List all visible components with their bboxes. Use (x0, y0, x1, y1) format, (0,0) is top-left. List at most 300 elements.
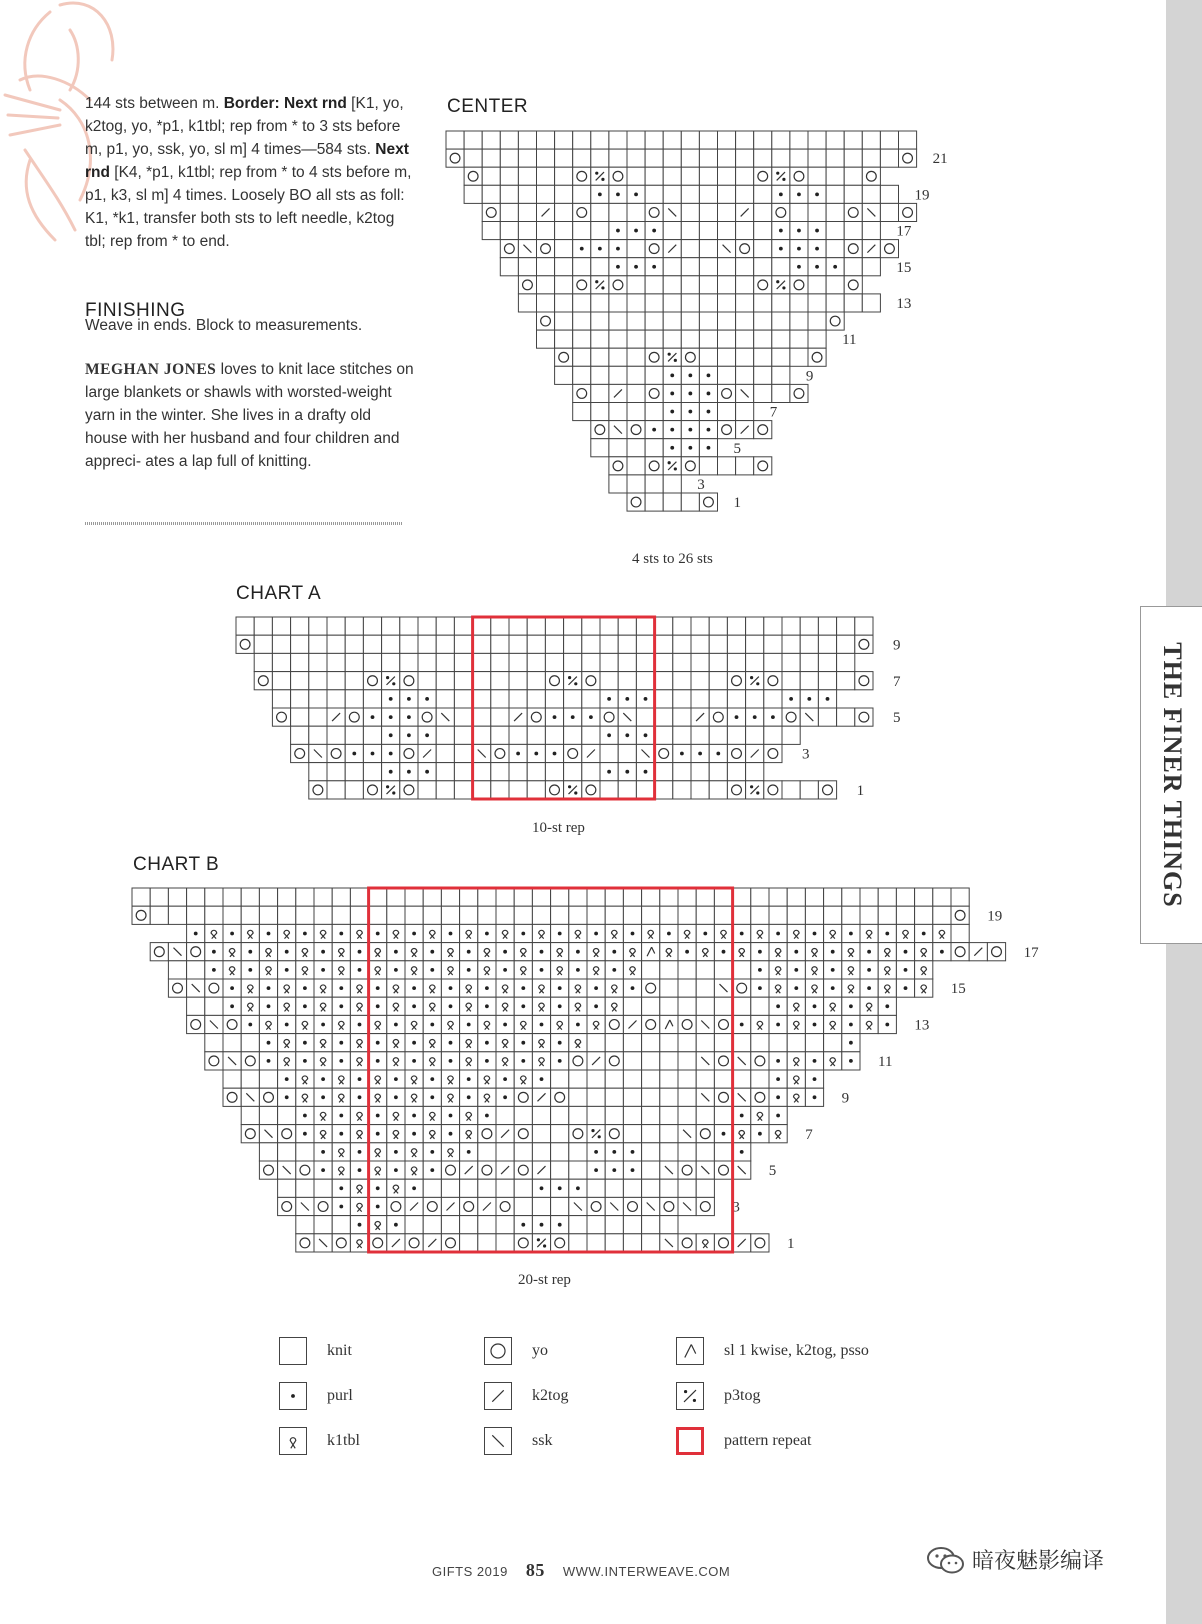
chart-row (500, 240, 898, 258)
purl-symbol (722, 950, 726, 954)
knit-cell (618, 635, 636, 653)
knit-cell (772, 258, 790, 276)
knit-cell (714, 1034, 732, 1052)
knit-cell (473, 617, 491, 635)
knit-cell (772, 312, 790, 330)
knit-cell (605, 924, 623, 942)
knit-cell (772, 203, 790, 221)
knit-cell (278, 979, 296, 997)
purl-symbol (589, 715, 593, 719)
row-number: 7 (769, 404, 778, 421)
knit-cell (309, 763, 327, 781)
knit-cell (423, 888, 441, 906)
knit-cell (168, 888, 186, 906)
purl-symbol (670, 428, 674, 432)
knit-cell (482, 222, 500, 240)
purl-symbol (813, 1004, 817, 1008)
knit-cell (345, 763, 363, 781)
chart-row (272, 690, 836, 708)
knit-cell (496, 924, 514, 942)
knit-cell (790, 330, 808, 348)
knit-cell (681, 185, 699, 203)
knit-cell (500, 131, 518, 149)
knit-cell (862, 222, 880, 240)
knit-cell (478, 1125, 496, 1143)
knit-cell (405, 943, 423, 961)
knit-cell (627, 348, 645, 366)
knit-cell (223, 906, 241, 924)
watermark-text: 暗夜魅影编译 (972, 1549, 1105, 1574)
knit-cell (623, 1179, 641, 1197)
purl-symbol (758, 1132, 762, 1136)
knit-cell (642, 1125, 660, 1143)
purl-symbol (376, 1205, 380, 1209)
knit-cell (718, 222, 736, 240)
knit-cell (423, 1197, 441, 1215)
knit-cell (587, 961, 605, 979)
knit-cell (478, 1070, 496, 1088)
chart-row (555, 348, 827, 366)
knit-cell (405, 1234, 423, 1252)
knit-cell (655, 763, 673, 781)
knit-cell (241, 906, 259, 924)
knit-cell (645, 203, 663, 221)
knit-cell (236, 635, 254, 653)
knit-cell (582, 690, 600, 708)
chart-row (132, 906, 969, 924)
knit-cell (423, 1125, 441, 1143)
purl-symbol (558, 1223, 562, 1227)
knit-cell (527, 726, 545, 744)
knit-cell (387, 1125, 405, 1143)
knit-cell (345, 781, 363, 799)
knit-cell (296, 1234, 314, 1252)
purl-symbol (412, 1186, 416, 1190)
knit-cell (473, 708, 491, 726)
knit-cell (555, 203, 573, 221)
purl-symbol (303, 1114, 307, 1118)
purl-symbol (540, 1077, 544, 1081)
legend-label: sl 1 kwise, k2tog, psso (724, 1342, 869, 1359)
knit-cell (555, 348, 573, 366)
row-number: 7 (805, 1126, 813, 1143)
knit-cell (623, 1197, 641, 1215)
knit-cell (691, 763, 709, 781)
knit-cell (327, 744, 345, 762)
chart-row (241, 1125, 787, 1143)
knit-cell (808, 149, 826, 167)
knit-cell (223, 1070, 241, 1088)
purl-symbol (612, 968, 616, 972)
knit-cell (418, 635, 436, 653)
knit-cell (609, 167, 627, 185)
knit-cell (718, 149, 736, 167)
knit-cell (699, 294, 717, 312)
bio-text: loves to knit lace stitches on large blankets or shawls with worsted-weight yarn in the winter. She lives in a drafty old house with her husband and four children and appreci- ates a lap full of knitting. (85, 361, 414, 470)
knit-cell (746, 763, 764, 781)
knit-cell (514, 1143, 532, 1161)
knit-cell (296, 1070, 314, 1088)
knit-cell (696, 943, 714, 961)
knit-cell (423, 924, 441, 942)
knit-cell (569, 997, 587, 1015)
knit-cell (509, 763, 527, 781)
knit-cell (460, 1125, 478, 1143)
knit-cell (551, 1106, 569, 1124)
purl-symbol (758, 968, 762, 972)
knit-cell (350, 1034, 368, 1052)
purl-symbol (467, 1095, 471, 1099)
knit-cell (681, 312, 699, 330)
knit-cell (150, 906, 168, 924)
knit-cell (491, 635, 509, 653)
knit-cell (537, 330, 555, 348)
knit-cell (441, 906, 459, 924)
knit-cell (496, 1106, 514, 1124)
knit-cell (642, 943, 660, 961)
knit-cell (790, 312, 808, 330)
purl-symbol (430, 1095, 434, 1099)
knit-cell (509, 672, 527, 690)
knit-cell (787, 1052, 805, 1070)
knit-cell (727, 635, 745, 653)
purl-symbol (831, 986, 835, 990)
knit-cell (564, 635, 582, 653)
knit-cell (696, 1125, 714, 1143)
knit-cell (951, 906, 969, 924)
purl-symbol (358, 1150, 362, 1154)
purl-symbol (885, 932, 889, 936)
knit-cell (673, 635, 691, 653)
knit-cell (491, 617, 509, 635)
knit-cell (582, 635, 600, 653)
legend-label: purl (327, 1387, 353, 1404)
knit-cell (818, 617, 836, 635)
knit-cell (551, 1070, 569, 1088)
knit-cell (663, 294, 681, 312)
knit-cell (545, 653, 563, 671)
knit-cell (699, 131, 717, 149)
knit-cell (527, 763, 545, 781)
knit-cell (514, 1197, 532, 1215)
knit-cell (623, 943, 641, 961)
knit-cell (369, 1070, 387, 1088)
purl-symbol (394, 1077, 398, 1081)
knit-cell (842, 888, 860, 906)
knit-cell (441, 888, 459, 906)
knit-cell (236, 617, 254, 635)
knit-cell (327, 781, 345, 799)
knit-cell (678, 1234, 696, 1252)
knit-cell (818, 781, 836, 799)
knit-cell (363, 653, 381, 671)
knit-cell (369, 961, 387, 979)
knit-cell (555, 330, 573, 348)
knit-cell (880, 149, 898, 167)
knit-cell (382, 617, 400, 635)
knit-cell (569, 1106, 587, 1124)
knit-cell (751, 997, 769, 1015)
knit-cell (573, 312, 591, 330)
knit-cell (714, 924, 732, 942)
knit-cell (332, 1161, 350, 1179)
knit-cell (582, 672, 600, 690)
purl-symbol (412, 1059, 416, 1063)
row-number: 11 (878, 1053, 893, 1070)
knit-cell (291, 744, 309, 762)
knit-cell (754, 203, 772, 221)
knit-cell (645, 240, 663, 258)
purl-symbol (503, 1095, 507, 1099)
knit-cell (764, 690, 782, 708)
knit-cell (291, 617, 309, 635)
knit-cell (464, 185, 482, 203)
knit-cell (805, 906, 823, 924)
knit-cell (754, 294, 772, 312)
section-tab-label: THE FINER THINGS (1157, 642, 1187, 908)
knit-cell (187, 943, 205, 961)
knit-cell (764, 672, 782, 690)
knit-cell (278, 1143, 296, 1161)
knit-cell (446, 149, 464, 167)
knit-cell (691, 672, 709, 690)
knit-cell (696, 1197, 714, 1215)
knit-cell (642, 1015, 660, 1033)
knit-cell (491, 653, 509, 671)
knit-cell (205, 1034, 223, 1052)
knit-cell (460, 1034, 478, 1052)
knit-cell (842, 906, 860, 924)
knit-cell (545, 781, 563, 799)
knit-cell (678, 1015, 696, 1033)
knit-cell (205, 906, 223, 924)
purl-symbol (576, 1186, 580, 1190)
knit-cell (500, 240, 518, 258)
purl-symbol (670, 392, 674, 396)
knit-cell (714, 1161, 732, 1179)
knit-cell (718, 457, 736, 475)
purl-symbol (612, 1150, 616, 1154)
knit-cell (842, 943, 860, 961)
knit-cell (627, 421, 645, 439)
purl-symbol (521, 986, 525, 990)
knit-cell (623, 1088, 641, 1106)
knit-cell (655, 617, 673, 635)
knit-cell (518, 167, 536, 185)
purl-symbol (467, 1077, 471, 1081)
chart-row (291, 726, 801, 744)
knit-cell (573, 222, 591, 240)
knit-cell (660, 1052, 678, 1070)
purl-symbol (813, 1059, 817, 1063)
knit-cell (518, 203, 536, 221)
knit-cell (645, 149, 663, 167)
knit-cell (205, 888, 223, 906)
knit-cell (514, 961, 532, 979)
purl-symbol (389, 770, 393, 774)
knit-cell (642, 1143, 660, 1161)
purl-symbol (667, 932, 671, 936)
knit-cell (537, 222, 555, 240)
knit-cell (645, 366, 663, 384)
chart-a-caption: 10-st rep (532, 820, 585, 836)
knit-cell (369, 943, 387, 961)
knit-cell (473, 653, 491, 671)
purl-symbol (430, 950, 434, 954)
knit-cell (733, 1125, 751, 1143)
knit-cell (751, 1106, 769, 1124)
knit-cell (514, 1179, 532, 1197)
knit-cell (473, 690, 491, 708)
knit-cell (642, 1052, 660, 1070)
knit-cell (678, 1070, 696, 1088)
knit-cell (569, 906, 587, 924)
chart-row (482, 222, 880, 240)
knit-cell (509, 653, 527, 671)
knit-cell (727, 690, 745, 708)
knit-cell (772, 131, 790, 149)
knit-cell (605, 1052, 623, 1070)
knit-cell (987, 943, 1005, 961)
knit-cell (709, 690, 727, 708)
purl-symbol (339, 1004, 343, 1008)
knit-cell (291, 672, 309, 690)
purl-symbol (230, 986, 234, 990)
knit-cell (454, 635, 472, 653)
purl-symbol (779, 192, 783, 196)
knit-cell (405, 961, 423, 979)
knit-cell (627, 457, 645, 475)
knit-cell (132, 888, 150, 906)
chart-row (187, 1015, 897, 1033)
chart-row (609, 475, 681, 493)
knit-cell (591, 294, 609, 312)
purl-symbol (849, 1023, 853, 1027)
knit-cell (844, 131, 862, 149)
knit-cell (678, 1143, 696, 1161)
purl-symbol (779, 229, 783, 233)
knit-cell (663, 475, 681, 493)
knit-cell (618, 672, 636, 690)
knit-cell (800, 617, 818, 635)
knit-cell (842, 979, 860, 997)
knit-cell (314, 1216, 332, 1234)
knit-cell (514, 943, 532, 961)
purl-symbol (467, 1023, 471, 1027)
knit-cell (754, 185, 772, 203)
purl-symbol (558, 986, 562, 990)
knit-cell (609, 203, 627, 221)
knit-cell (514, 906, 532, 924)
knit-cell (772, 330, 790, 348)
knit-cell (790, 384, 808, 402)
chart-row (591, 421, 772, 439)
knit-cell (673, 617, 691, 635)
border-text-segment: Next rnd (85, 141, 409, 181)
knit-cell (573, 366, 591, 384)
knit-cell (591, 330, 609, 348)
knit-cell (569, 1125, 587, 1143)
purl-symbol (267, 1004, 271, 1008)
knit-cell (896, 906, 914, 924)
purl-symbol (321, 1077, 325, 1081)
knit-cell (627, 493, 645, 511)
knit-cell (609, 403, 627, 421)
knit-cell (627, 167, 645, 185)
knit-cell (862, 131, 880, 149)
knit-cell (645, 457, 663, 475)
knit-cell (642, 888, 660, 906)
purl-symbol (425, 697, 429, 701)
knit-cell (754, 222, 772, 240)
knit-cell (569, 1088, 587, 1106)
knit-cell (387, 1052, 405, 1070)
knit-cell (709, 653, 727, 671)
knit-cell (478, 1179, 496, 1197)
knit-cell (699, 330, 717, 348)
knit-cell (862, 258, 880, 276)
row-number: 17 (1023, 944, 1039, 961)
knit-cell (296, 943, 314, 961)
knit-cell (278, 1197, 296, 1215)
knit-cell (514, 888, 532, 906)
knit-cell (663, 185, 681, 203)
k1tbl-symbol (290, 1438, 296, 1449)
knit-cell (782, 617, 800, 635)
knit-cell (400, 635, 418, 653)
knit-cell (587, 906, 605, 924)
knit-cell (363, 726, 381, 744)
knit-cell (772, 149, 790, 167)
knit-cell (545, 726, 563, 744)
purl-symbol (371, 752, 375, 756)
knit-cell (405, 1015, 423, 1033)
knit-cell (309, 781, 327, 799)
knit-cell (709, 781, 727, 799)
knit-cell (808, 348, 826, 366)
knit-cell (509, 617, 527, 635)
knit-cell (754, 131, 772, 149)
knit-cell (769, 979, 787, 997)
knit-cell (805, 961, 823, 979)
purl-symbol (904, 968, 908, 972)
purl-symbol (753, 715, 757, 719)
border-text-segment: 144 sts between m. (85, 95, 224, 112)
knit-cell (369, 1161, 387, 1179)
knit-cell (678, 997, 696, 1015)
chart-row (168, 979, 932, 997)
knit-cell (363, 635, 381, 653)
knit-cell (714, 1015, 732, 1033)
knit-cell (678, 961, 696, 979)
knit-cell (826, 240, 844, 258)
legend-label: knit (327, 1342, 352, 1359)
knit-cell (718, 167, 736, 185)
knit-cell (254, 617, 272, 635)
purl-symbol (904, 950, 908, 954)
knit-cell (500, 222, 518, 240)
knit-cell (736, 348, 754, 366)
knit-cell (787, 997, 805, 1015)
purl-symbol (607, 733, 611, 737)
knit-cell (454, 617, 472, 635)
purl-symbol (339, 986, 343, 990)
knit-cell (491, 690, 509, 708)
purl-symbol (794, 968, 798, 972)
knit-cell (551, 1161, 569, 1179)
knit-cell (769, 888, 787, 906)
legend-item-p3tog (676, 1382, 760, 1410)
